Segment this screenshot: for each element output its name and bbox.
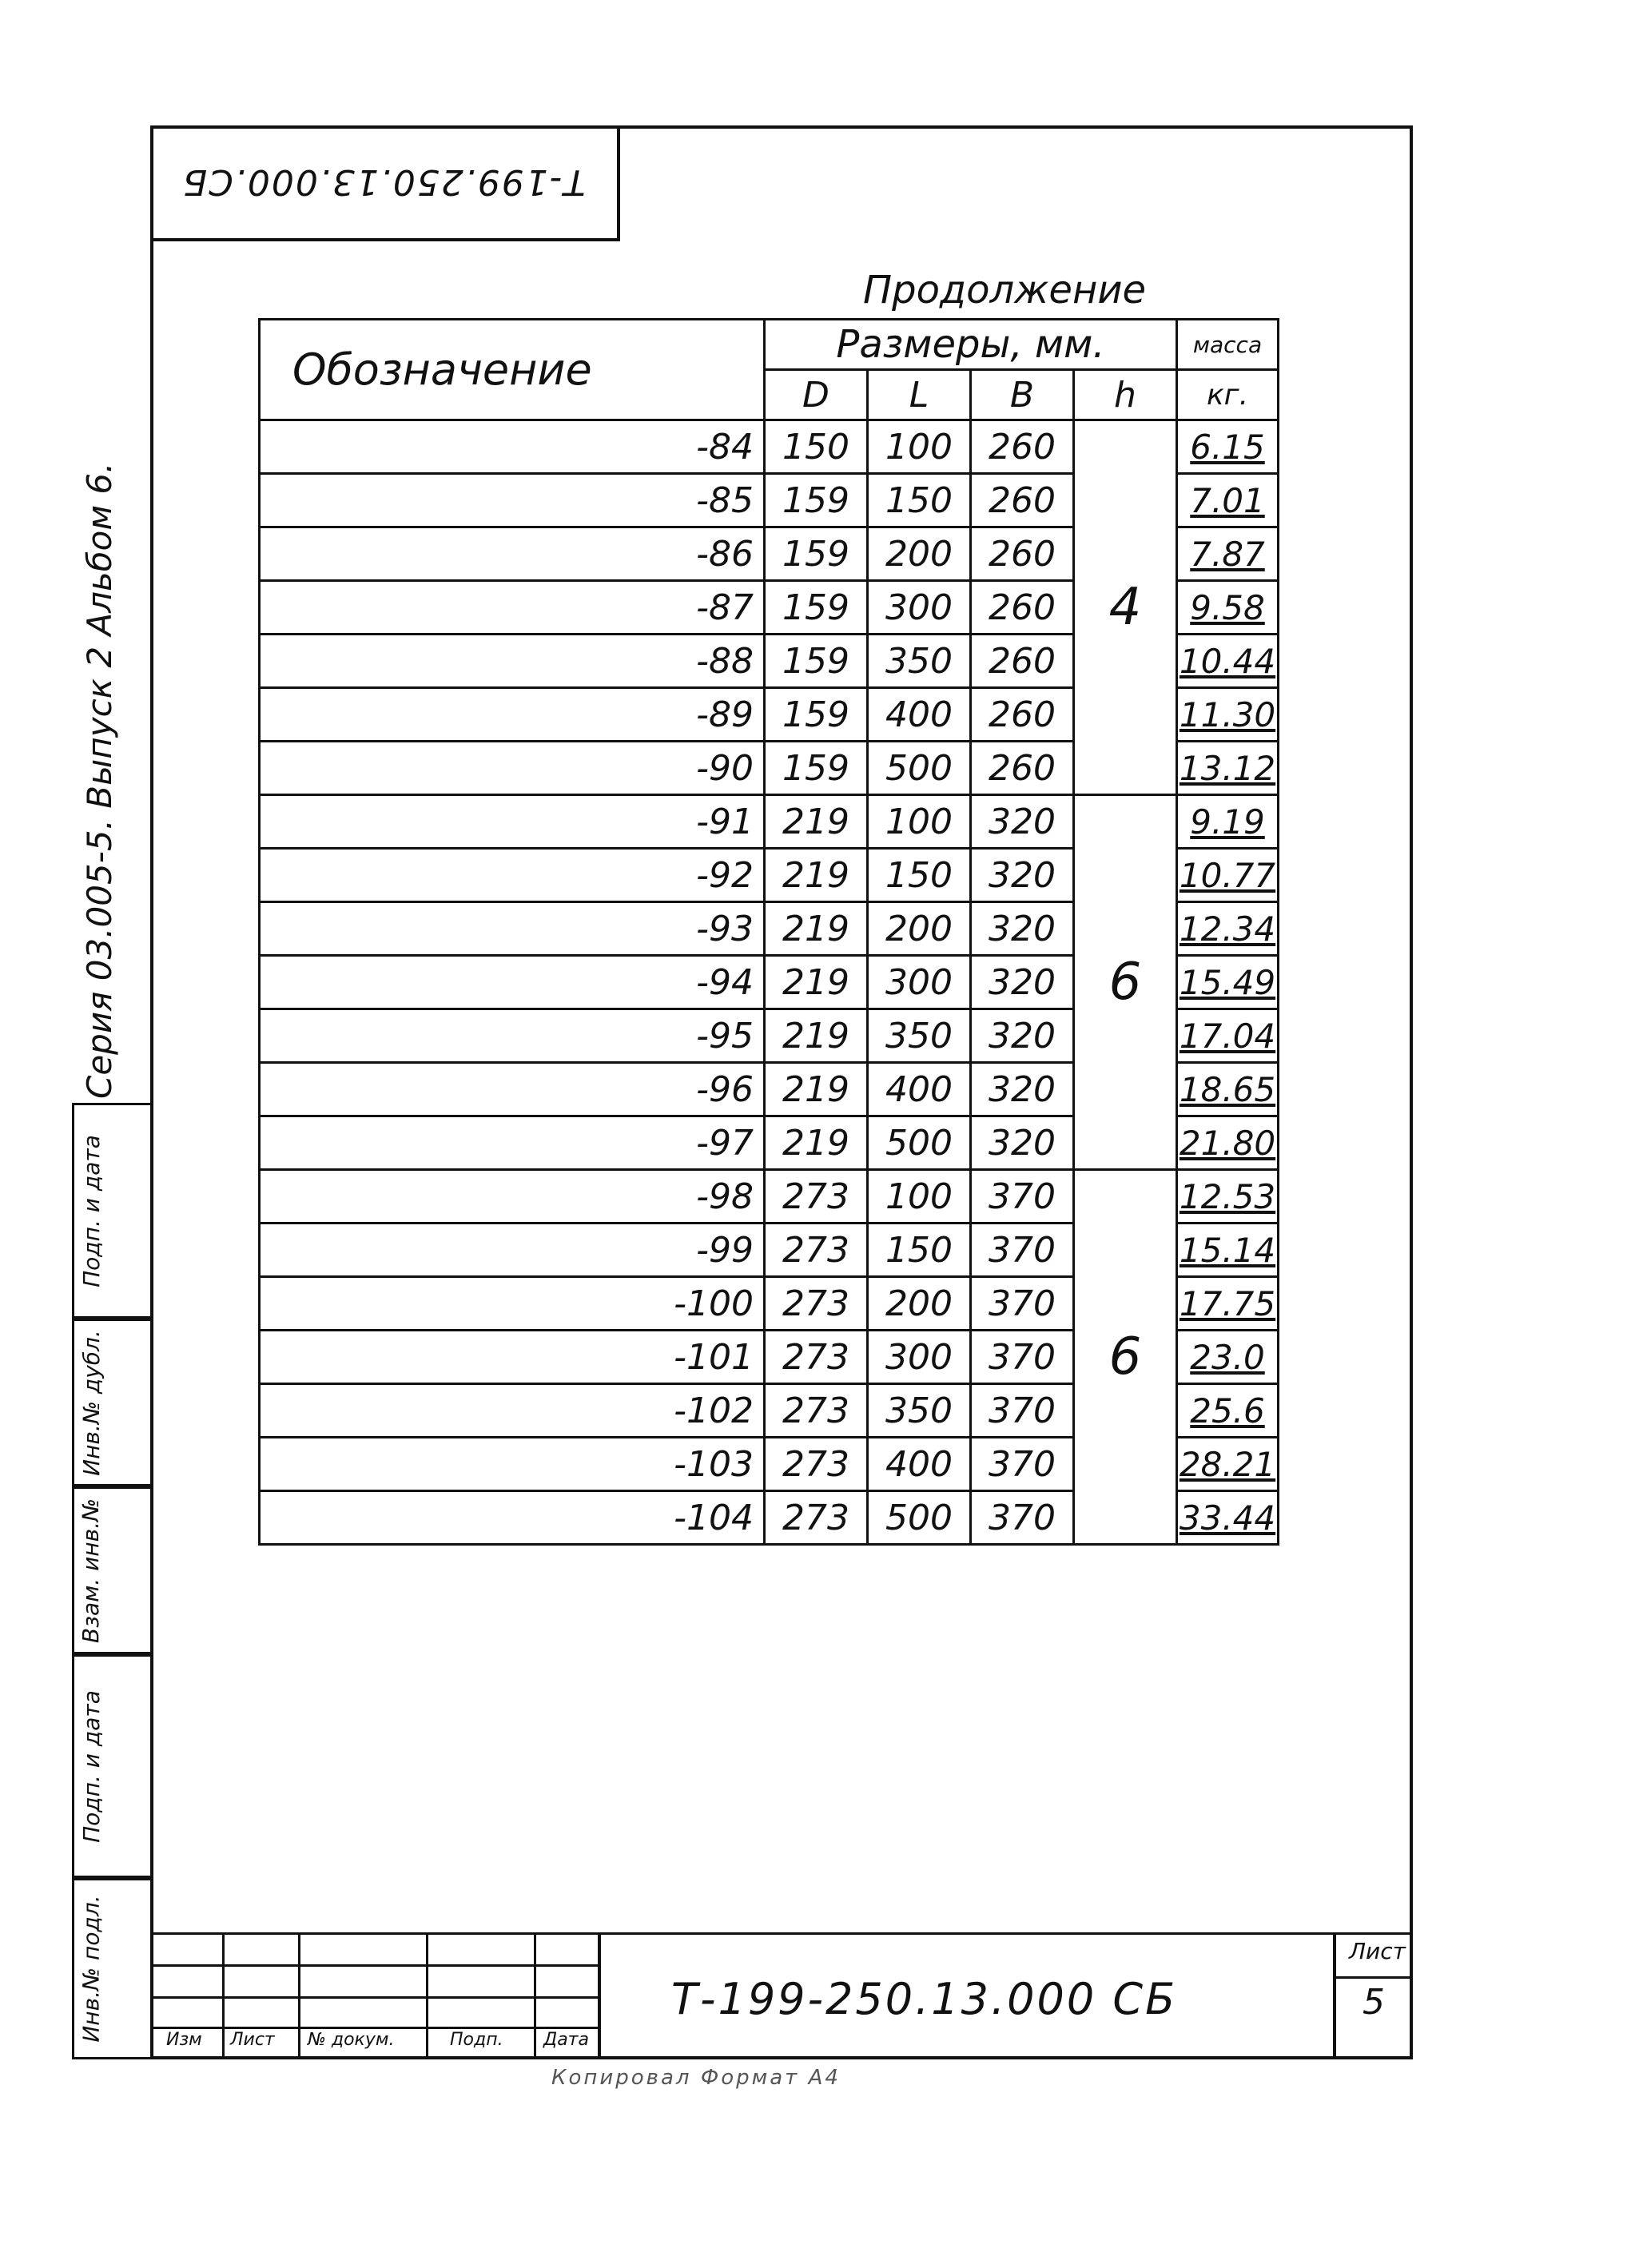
cell-mass: 15.49 bbox=[1177, 956, 1279, 1009]
cell-mass: 9.19 bbox=[1177, 795, 1279, 849]
header-h: h bbox=[1074, 370, 1177, 420]
table-row bbox=[260, 795, 1279, 849]
cell-B: 370 bbox=[971, 1438, 1074, 1491]
cell-L: 500 bbox=[868, 1491, 971, 1545]
cell-D: 159 bbox=[765, 742, 868, 795]
doc-code: Т-199-250.13.000 СБ bbox=[671, 1974, 1178, 2024]
cell-B: 260 bbox=[971, 420, 1074, 474]
cell-L: 100 bbox=[868, 420, 971, 474]
ms-label-replace-inv: Взам. инв.№ bbox=[78, 1498, 105, 1643]
cell-D: 273 bbox=[765, 1384, 868, 1438]
cell-mass: 25.6 bbox=[1177, 1384, 1279, 1438]
cell-B: 320 bbox=[971, 902, 1074, 956]
cell-designation: -88 bbox=[260, 635, 765, 688]
cell-B: 370 bbox=[971, 1224, 1074, 1277]
cell-D: 159 bbox=[765, 635, 868, 688]
cell-D: 273 bbox=[765, 1491, 868, 1545]
cell-mass: 12.53 bbox=[1177, 1170, 1279, 1224]
header-dimensions: Размеры, мм. bbox=[765, 320, 1177, 370]
cell-mass: 10.77 bbox=[1177, 849, 1279, 902]
cell-D: 219 bbox=[765, 849, 868, 902]
cell-mass: 11.30 bbox=[1177, 688, 1279, 742]
cell-B: 260 bbox=[971, 474, 1074, 527]
footer-note: Копировал Формат А4 bbox=[551, 2066, 841, 2090]
cell-D: 219 bbox=[765, 1009, 868, 1063]
cell-L: 400 bbox=[868, 688, 971, 742]
cell-B: 260 bbox=[971, 742, 1074, 795]
cell-mass: 21.80 bbox=[1177, 1116, 1279, 1170]
spec-table-body bbox=[260, 420, 1279, 1545]
tb-col-list: Лист bbox=[230, 2030, 275, 2050]
cell-B: 260 bbox=[971, 527, 1074, 581]
rotated-drawing-code: Т-199.250.13.000.СБ bbox=[181, 161, 586, 202]
cell-B: 320 bbox=[971, 1063, 1074, 1116]
cell-B: 320 bbox=[971, 849, 1074, 902]
cell-h-group: 6 bbox=[1074, 795, 1177, 1170]
cell-designation: -103 bbox=[260, 1438, 765, 1491]
cell-L: 500 bbox=[868, 742, 971, 795]
cell-L: 500 bbox=[868, 1116, 971, 1170]
cell-D: 273 bbox=[765, 1331, 868, 1384]
margin-strip bbox=[72, 1103, 150, 2059]
cell-designation: -102 bbox=[260, 1384, 765, 1438]
table-row bbox=[260, 1170, 1279, 1224]
cell-mass: 18.65 bbox=[1177, 1063, 1279, 1116]
cell-designation: -91 bbox=[260, 795, 765, 849]
cell-mass: 17.75 bbox=[1177, 1277, 1279, 1331]
ms-label-inv-dup: Инв.№ дубл. bbox=[78, 1329, 105, 1476]
cell-mass: 12.34 bbox=[1177, 902, 1279, 956]
cell-L: 350 bbox=[868, 1384, 971, 1438]
cell-designation: -97 bbox=[260, 1116, 765, 1170]
cell-mass: 6.15 bbox=[1177, 420, 1279, 474]
cell-D: 273 bbox=[765, 1170, 868, 1224]
tb-col-doc: № докум. bbox=[308, 2030, 395, 2050]
tb-col-date: Дата bbox=[543, 2030, 589, 2050]
cell-L: 200 bbox=[868, 902, 971, 956]
cell-L: 400 bbox=[868, 1438, 971, 1491]
cell-designation: -86 bbox=[260, 527, 765, 581]
header-L: L bbox=[868, 370, 971, 420]
cell-h-group: 6 bbox=[1074, 1170, 1177, 1545]
cell-designation: -98 bbox=[260, 1170, 765, 1224]
header-mass: масса bbox=[1177, 320, 1279, 370]
cell-D: 159 bbox=[765, 527, 868, 581]
header-B: B bbox=[971, 370, 1074, 420]
cell-D: 159 bbox=[765, 581, 868, 635]
cell-B: 370 bbox=[971, 1491, 1074, 1545]
cell-designation: -96 bbox=[260, 1063, 765, 1116]
cell-mass: 7.01 bbox=[1177, 474, 1279, 527]
cell-D: 219 bbox=[765, 795, 868, 849]
cell-B: 320 bbox=[971, 956, 1074, 1009]
cell-designation: -92 bbox=[260, 849, 765, 902]
cell-designation: -89 bbox=[260, 688, 765, 742]
cell-designation: -85 bbox=[260, 474, 765, 527]
cell-L: 150 bbox=[868, 1224, 971, 1277]
cell-mass: 13.12 bbox=[1177, 742, 1279, 795]
cell-B: 370 bbox=[971, 1170, 1074, 1224]
cell-D: 150 bbox=[765, 420, 868, 474]
cell-B: 320 bbox=[971, 1116, 1074, 1170]
cell-L: 200 bbox=[868, 1277, 971, 1331]
spec-table bbox=[258, 318, 1279, 1546]
cell-designation: -94 bbox=[260, 956, 765, 1009]
cell-D: 273 bbox=[765, 1438, 868, 1491]
cell-B: 320 bbox=[971, 1009, 1074, 1063]
cell-designation: -100 bbox=[260, 1277, 765, 1331]
cell-D: 219 bbox=[765, 1116, 868, 1170]
cell-designation: -95 bbox=[260, 1009, 765, 1063]
cell-D: 159 bbox=[765, 474, 868, 527]
cell-L: 100 bbox=[868, 795, 971, 849]
cell-L: 300 bbox=[868, 581, 971, 635]
header-designation: Обозначение bbox=[260, 320, 765, 420]
cell-L: 300 bbox=[868, 956, 971, 1009]
cell-h-group: 4 bbox=[1074, 420, 1177, 795]
cell-D: 273 bbox=[765, 1224, 868, 1277]
cell-B: 370 bbox=[971, 1331, 1074, 1384]
cell-mass: 17.04 bbox=[1177, 1009, 1279, 1063]
cell-mass: 7.87 bbox=[1177, 527, 1279, 581]
cell-B: 260 bbox=[971, 688, 1074, 742]
cell-D: 219 bbox=[765, 902, 868, 956]
cell-designation: -93 bbox=[260, 902, 765, 956]
header-mass-unit: кг. bbox=[1177, 370, 1279, 420]
header-row-1 bbox=[260, 320, 1279, 370]
cell-L: 150 bbox=[868, 474, 971, 527]
cell-B: 370 bbox=[971, 1277, 1074, 1331]
cell-designation: -84 bbox=[260, 420, 765, 474]
cell-mass: 15.14 bbox=[1177, 1224, 1279, 1277]
cell-L: 100 bbox=[868, 1170, 971, 1224]
cell-B: 320 bbox=[971, 795, 1074, 849]
cell-D: 159 bbox=[765, 688, 868, 742]
cell-designation: -99 bbox=[260, 1224, 765, 1277]
cell-mass: 10.44 bbox=[1177, 635, 1279, 688]
cell-D: 219 bbox=[765, 1063, 868, 1116]
cell-D: 273 bbox=[765, 1277, 868, 1331]
ms-label-inv-orig: Инв.№ подл. bbox=[78, 1895, 105, 2043]
tb-col-sign: Подп. bbox=[450, 2030, 503, 2050]
ms-label-sign-date-1: Подп. и дата bbox=[78, 1134, 105, 1287]
cell-L: 400 bbox=[868, 1063, 971, 1116]
series-label: Серия 03.005-5. Выпуск 2 Альбом 6. bbox=[80, 462, 119, 1099]
cell-D: 219 bbox=[765, 956, 868, 1009]
continuation-label: Продолжение bbox=[863, 268, 1147, 312]
cell-B: 370 bbox=[971, 1384, 1074, 1438]
cell-designation: -90 bbox=[260, 742, 765, 795]
ms-label-sign-date-2: Подп. и дата bbox=[78, 1689, 105, 1843]
sheet-number: 5 bbox=[1363, 1982, 1385, 2023]
tb-col-izm: Изм bbox=[166, 2030, 202, 2050]
cell-designation: -104 bbox=[260, 1491, 765, 1545]
cell-L: 150 bbox=[868, 849, 971, 902]
rotated-code-box bbox=[150, 125, 620, 241]
cell-mass: 33.44 bbox=[1177, 1491, 1279, 1545]
cell-L: 350 bbox=[868, 635, 971, 688]
cell-mass: 23.0 bbox=[1177, 1331, 1279, 1384]
cell-B: 260 bbox=[971, 581, 1074, 635]
table-row bbox=[260, 420, 1279, 474]
sheet-label: Лист bbox=[1349, 1938, 1406, 1964]
header-D: D bbox=[765, 370, 868, 420]
cell-B: 260 bbox=[971, 635, 1074, 688]
cell-L: 350 bbox=[868, 1009, 971, 1063]
cell-designation: -87 bbox=[260, 581, 765, 635]
cell-L: 300 bbox=[868, 1331, 971, 1384]
cell-designation: -101 bbox=[260, 1331, 765, 1384]
cell-mass: 9.58 bbox=[1177, 581, 1279, 635]
cell-mass: 28.21 bbox=[1177, 1438, 1279, 1491]
cell-L: 200 bbox=[868, 527, 971, 581]
